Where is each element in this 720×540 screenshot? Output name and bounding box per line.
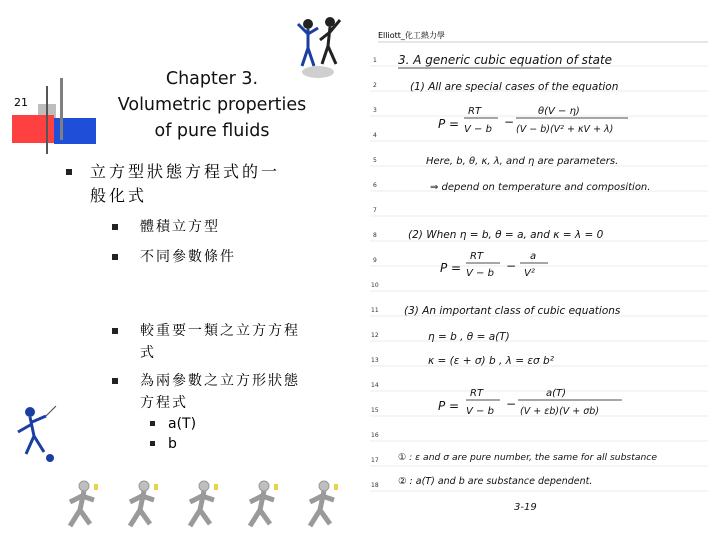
line-number: 8: [373, 232, 377, 239]
square-bullet-icon: [112, 378, 118, 384]
sub-sub-bullet-text: a(T): [168, 416, 197, 432]
handwritten-notes-image: [360, 18, 708, 528]
eq1-num2: θ(V − η): [538, 106, 580, 117]
runner-figures-row: [58, 476, 358, 536]
climbing-figure-icon: [10, 402, 60, 468]
line-number: 14: [371, 382, 379, 389]
slide-title: [100, 66, 324, 144]
eq2-rt: RT: [470, 251, 484, 262]
sub-bullet-parameter-conditions: [62, 246, 332, 268]
square-bullet-icon: [112, 224, 118, 230]
notes-line-8: (2) When η = b, θ = a, and κ = λ = 0: [408, 229, 604, 241]
eq1-den1: V − b: [464, 124, 492, 135]
eq2-num2: a: [530, 251, 537, 262]
square-bullet-icon: [112, 328, 118, 334]
cheering-figures-icon: [294, 14, 346, 84]
square-bullet-icon: [150, 421, 155, 426]
eq3-den1: V − b: [466, 406, 494, 417]
line-number: 16: [371, 432, 379, 439]
line-number: 9: [373, 257, 377, 264]
eq3-num2: a(T): [546, 388, 567, 399]
eq1-den2: (V − b)(V² + κV + λ): [516, 124, 614, 135]
decorative-line-vertical: [60, 78, 63, 140]
sub-bullet-line-1: 較重要一類之立方方程: [140, 323, 300, 339]
line-number: 3: [373, 107, 377, 114]
sub-bullet-important-class: [62, 320, 332, 364]
sub-bullet-line-1: 為兩參數之立方形狀態: [140, 373, 300, 389]
sub-sub-bullet-a: [62, 414, 332, 434]
title-line-1: Chapter 3.: [165, 69, 259, 89]
line-number: 5: [373, 157, 377, 164]
eq2-den1: V − b: [466, 268, 494, 279]
notes-line-1: (1) All are special cases of the equation: [410, 81, 619, 93]
runner-icon: [190, 481, 214, 526]
runner-icon: [250, 481, 274, 526]
line-number: 13: [371, 357, 379, 364]
title-line-3: of pure fluids: [154, 121, 270, 141]
sub-bullet-text: 體積立方型: [140, 219, 220, 235]
sub-sub-bullet-text: b: [168, 436, 177, 452]
eq3-rt: RT: [470, 388, 484, 399]
notes-line-11: (3) An important class of cubic equations: [404, 305, 621, 317]
notes-line-17: ① : ε and σ are pure number, the same for all substance: [398, 452, 657, 463]
bullet-main-line-1: 立方型狀態方程式的一: [90, 162, 281, 181]
line-number: 10: [371, 282, 379, 289]
notes-line-6: ⇒ depend on temperature and composition.: [430, 182, 651, 193]
line-number: 4: [373, 132, 377, 139]
eq1-minus: −: [504, 115, 515, 129]
sub-sub-bullet-b: [62, 434, 332, 454]
line-number: 18: [371, 482, 379, 489]
eq1-rt: RT: [468, 106, 482, 117]
title-line-2: Volumetric properties: [117, 95, 307, 115]
eq3-lhs: P =: [438, 399, 460, 413]
line-number: 12: [371, 332, 379, 339]
notes-line-12: η = b , θ = a(T): [428, 331, 510, 343]
notes-line-13: κ = (ε + σ) b , λ = εσ b²: [428, 355, 554, 367]
line-number: 15: [371, 407, 379, 414]
page-number: 3-19: [514, 502, 537, 513]
slide-number: 21: [14, 96, 28, 109]
eq2-den2: V²: [524, 268, 535, 279]
eq3-den2: (V + εb)(V + σb): [520, 406, 600, 417]
sub-bullet-line-2: 式: [140, 345, 156, 361]
notes-line-5: Here, b, θ, κ, λ, and η are parameters.: [426, 156, 619, 167]
bullet-list: [62, 160, 332, 454]
square-bullet-icon: [66, 169, 72, 175]
notes-line-18: ② : a(T) and b are substance dependent.: [398, 476, 593, 487]
notes-title: 3. A generic cubic equation of state: [398, 53, 613, 67]
runner-icon: [70, 481, 94, 526]
square-bullet-icon: [150, 441, 155, 446]
square-bullet-icon: [112, 254, 118, 260]
runner-icon: [130, 481, 154, 526]
line-number: 1: [373, 57, 377, 64]
bullet-main: [62, 160, 332, 208]
eq2-lhs: P =: [440, 261, 462, 275]
notes-header: Elliott_化工熱力學: [378, 31, 445, 40]
sub-bullet-two-parameter: [62, 370, 332, 414]
runner-icon: [310, 481, 334, 526]
sub-bullet-volume-cubic: [62, 216, 332, 238]
line-number: 17: [371, 457, 379, 464]
line-number: 6: [373, 182, 377, 189]
eq3-minus: −: [506, 397, 517, 411]
sub-bullet-line-2: 方程式: [140, 395, 188, 411]
line-number: 7: [373, 207, 377, 214]
eq2-minus: −: [506, 259, 517, 273]
decorative-line-vertical-2: [46, 86, 48, 154]
eq1-lhs: P =: [438, 117, 460, 131]
sub-bullet-text: 不同參數條件: [140, 249, 236, 265]
bullet-main-line-2: 般化式: [90, 186, 148, 205]
line-number: 11: [371, 307, 379, 314]
line-number: 2: [373, 82, 377, 89]
